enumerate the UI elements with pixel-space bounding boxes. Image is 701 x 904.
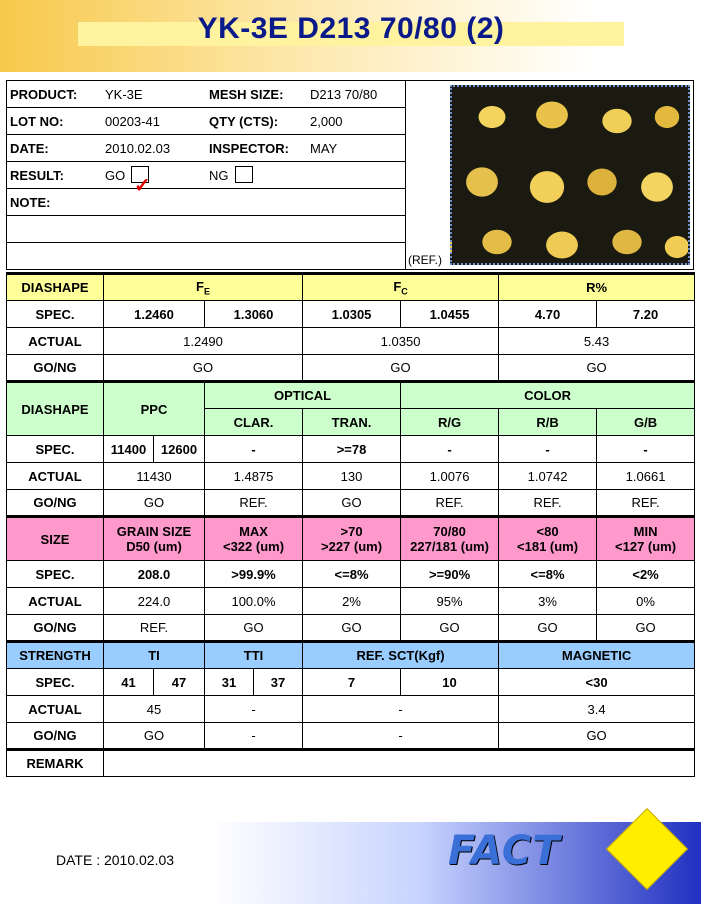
t1-actual-cell: 5.43 [499, 328, 695, 355]
t4-gong-row [7, 723, 695, 750]
over-70-header: >70 >227 (um) [303, 517, 401, 561]
t3-actual-cell: 2% [303, 588, 401, 615]
t2-gong-row [7, 490, 695, 517]
magnetic-header: MAGNETIC [499, 642, 695, 669]
mesh-label: MESH SIZE: [209, 87, 284, 102]
qty-value: 2,000 [310, 114, 343, 129]
t3-actual-cell: 100.0% [205, 588, 303, 615]
ng-checkbox[interactable] [235, 166, 253, 183]
t1-spec-cell: 1.3060 [205, 301, 303, 328]
spec-tables [6, 272, 694, 777]
t4-spec-cell: 41 [104, 669, 154, 696]
t2-spec-cell: >=78 [303, 436, 401, 463]
size-header: SIZE [7, 517, 104, 561]
t1-spec-label: SPEC. [7, 301, 104, 328]
t2-actual-cell: 11430 [104, 463, 205, 490]
go-label: GO [105, 168, 126, 183]
t2-header-row [7, 382, 695, 409]
t4-header-row [7, 642, 695, 669]
remark-field[interactable] [104, 750, 695, 777]
qty-label: QTY (CTS): [209, 114, 279, 129]
info-row-product [7, 81, 405, 108]
t1-actual-cell: 1.2490 [104, 328, 303, 355]
t2-diashape-header: DIASHAPE [7, 382, 104, 436]
t3-spec-label: SPEC. [7, 561, 104, 588]
t2-spec-cell: - [401, 436, 499, 463]
t3-gong-label: GO/NG [7, 615, 104, 642]
t2-spec-cell: 12600 [154, 436, 205, 463]
t3-actual-row [7, 588, 695, 615]
fe-header: $F_E$ [104, 274, 303, 301]
t3-actual-cell: 224.0 [104, 588, 205, 615]
clar-header: CLAR. [205, 409, 303, 436]
t2-actual-cell: 1.0076 [401, 463, 499, 490]
mesh-70-80-header: 70/80 227/181 (um) [401, 517, 499, 561]
t1-spec-cell: 7.20 [597, 301, 695, 328]
rg-header: R/G [401, 409, 499, 436]
spec-table [6, 272, 695, 777]
go-checkbox[interactable] [131, 166, 151, 197]
ng-label: NG [209, 168, 229, 183]
mesh-value: D213 70/80 [310, 87, 378, 102]
t3-actual-cell: 0% [597, 588, 695, 615]
t4-spec-cell: <30 [499, 669, 695, 696]
t4-actual-cell: - [205, 696, 303, 723]
t4-spec-cell: 31 [205, 669, 254, 696]
t4-spec-row [7, 669, 695, 696]
t4-gong-label: GO/NG [7, 723, 104, 750]
t2-spec-cell: - [597, 436, 695, 463]
t4-gong-cell: GO [104, 723, 205, 750]
product-value: YK-3E [105, 87, 143, 102]
t3-spec-row [7, 561, 695, 588]
t1-actual-label: ACTUAL [7, 328, 104, 355]
info-fields [7, 81, 405, 269]
max-header: MAX <322 (um) [205, 517, 303, 561]
t4-gong-cell: GO [499, 723, 695, 750]
t2-actual-cell: 130 [303, 463, 401, 490]
t3-actual-label: ACTUAL [7, 588, 104, 615]
t1-gong-row [7, 355, 695, 382]
info-row-date [7, 135, 405, 162]
t3-spec-cell: >99.9% [205, 561, 303, 588]
lot-value: 00203-41 [105, 114, 160, 129]
grain-size-header: GRAIN SIZE D50 (um) [104, 517, 205, 561]
t2-spec-cell: 11400 [104, 436, 154, 463]
t3-gong-row [7, 615, 695, 642]
t4-spec-cell: 10 [401, 669, 499, 696]
ti-header: TI [104, 642, 205, 669]
t1-spec-cell: 1.0305 [303, 301, 401, 328]
t4-gong-cell: - [303, 723, 499, 750]
t3-spec-cell: <2% [597, 561, 695, 588]
t2-gong-cell: REF. [401, 490, 499, 517]
t2-gong-cell: REF. [597, 490, 695, 517]
t1-actual-row [7, 328, 695, 355]
t3-actual-cell: 95% [401, 588, 499, 615]
under-80-header: <80 <181 (um) [499, 517, 597, 561]
t2-gong-label: GO/NG [7, 490, 104, 517]
checkmark-icon: ✓ [134, 175, 151, 197]
result-label: RESULT: [10, 168, 64, 183]
gb-header: G/B [597, 409, 695, 436]
t1-diashape-header: DIASHAPE [7, 274, 104, 301]
remark-label: REMARK [7, 750, 104, 777]
fc-header: $F_C$ [303, 274, 499, 301]
inspector-value: MAY [310, 141, 338, 156]
t3-spec-cell: <=8% [303, 561, 401, 588]
info-row-blank-1 [7, 216, 405, 243]
remark-row [7, 750, 695, 777]
t4-gong-cell: - [205, 723, 303, 750]
t4-actual-label: ACTUAL [7, 696, 104, 723]
t4-spec-cell: 7 [303, 669, 401, 696]
info-row-lot [7, 108, 405, 135]
inspector-label: INSPECTOR: [209, 141, 289, 156]
t2-spec-row [7, 436, 695, 463]
t4-actual-row [7, 696, 695, 723]
t4-spec-label: SPEC. [7, 669, 104, 696]
t1-spec-cell: 1.2460 [104, 301, 205, 328]
t4-actual-cell: 45 [104, 696, 205, 723]
t2-actual-cell: 1.4875 [205, 463, 303, 490]
product-label: PRODUCT: [10, 87, 78, 102]
t2-spec-label: SPEC. [7, 436, 104, 463]
t2-actual-cell: 1.0661 [597, 463, 695, 490]
t3-gong-cell: GO [597, 615, 695, 642]
fact-logo: FACT [448, 828, 561, 874]
page-title: YK-3E D213 70/80 (2) [197, 12, 505, 45]
date-value: 2010.02.03 [105, 141, 171, 156]
t2-gong-cell: REF. [205, 490, 303, 517]
footer-date: DATE : 2010.02.03 [56, 852, 175, 868]
t1-gong-cell: GO [104, 355, 303, 382]
t1-gong-label: GO/NG [7, 355, 104, 382]
t4-actual-cell: 3.4 [499, 696, 695, 723]
optical-header: OPTICAL [205, 382, 401, 409]
t2-spec-cell: - [205, 436, 303, 463]
t2-actual-label: ACTUAL [7, 463, 104, 490]
tti-header: TTI [205, 642, 303, 669]
t1-spec-cell: 1.0455 [401, 301, 499, 328]
info-row-result [7, 162, 405, 197]
info-row-blank-2 [7, 243, 405, 270]
t1-header-row [7, 274, 695, 301]
t3-gong-cell: GO [401, 615, 499, 642]
tran-header: TRAN. [303, 409, 401, 436]
strength-header: STRENGTH [7, 642, 104, 669]
t3-spec-cell: 208.0 [104, 561, 205, 588]
sample-image-panel [405, 81, 693, 269]
diamond-sample-photo [450, 85, 690, 265]
t2-gong-cell: REF. [499, 490, 597, 517]
t2-actual-row [7, 463, 695, 490]
t1-gong-cell: GO [303, 355, 499, 382]
t3-header-row [7, 517, 695, 561]
t3-gong-cell: GO [499, 615, 597, 642]
ref-label: (REF.) [408, 253, 442, 267]
t3-gong-cell: GO [303, 615, 401, 642]
sct-header: REF. SCT(Kgf) [303, 642, 499, 669]
t1-actual-cell: 1.0350 [303, 328, 499, 355]
ppc-header: PPC [104, 382, 205, 436]
t2-spec-cell: - [499, 436, 597, 463]
color-header: COLOR [401, 382, 695, 409]
t3-actual-cell: 3% [499, 588, 597, 615]
t1-spec-cell: 4.70 [499, 301, 597, 328]
t1-spec-row [7, 301, 695, 328]
t3-gong-cell: GO [205, 615, 303, 642]
min-header: MIN <127 (um) [597, 517, 695, 561]
note-label: NOTE: [10, 195, 51, 210]
date-label: DATE: [10, 141, 49, 156]
t2-actual-cell: 1.0742 [499, 463, 597, 490]
t2-gong-cell: GO [303, 490, 401, 517]
r-percent-header: R% [499, 274, 695, 301]
t2-gong-cell: GO [104, 490, 205, 517]
t1-gong-cell: GO [499, 355, 695, 382]
t4-spec-cell: 47 [154, 669, 205, 696]
info-section [6, 80, 694, 270]
rb-header: R/B [499, 409, 597, 436]
t4-actual-cell: - [303, 696, 499, 723]
t3-spec-cell: <=8% [499, 561, 597, 588]
t3-gong-cell: REF. [104, 615, 205, 642]
lot-label: LOT NO: [10, 114, 64, 129]
t3-spec-cell: >=90% [401, 561, 499, 588]
info-row-note [7, 189, 405, 216]
t4-spec-cell: 37 [254, 669, 303, 696]
